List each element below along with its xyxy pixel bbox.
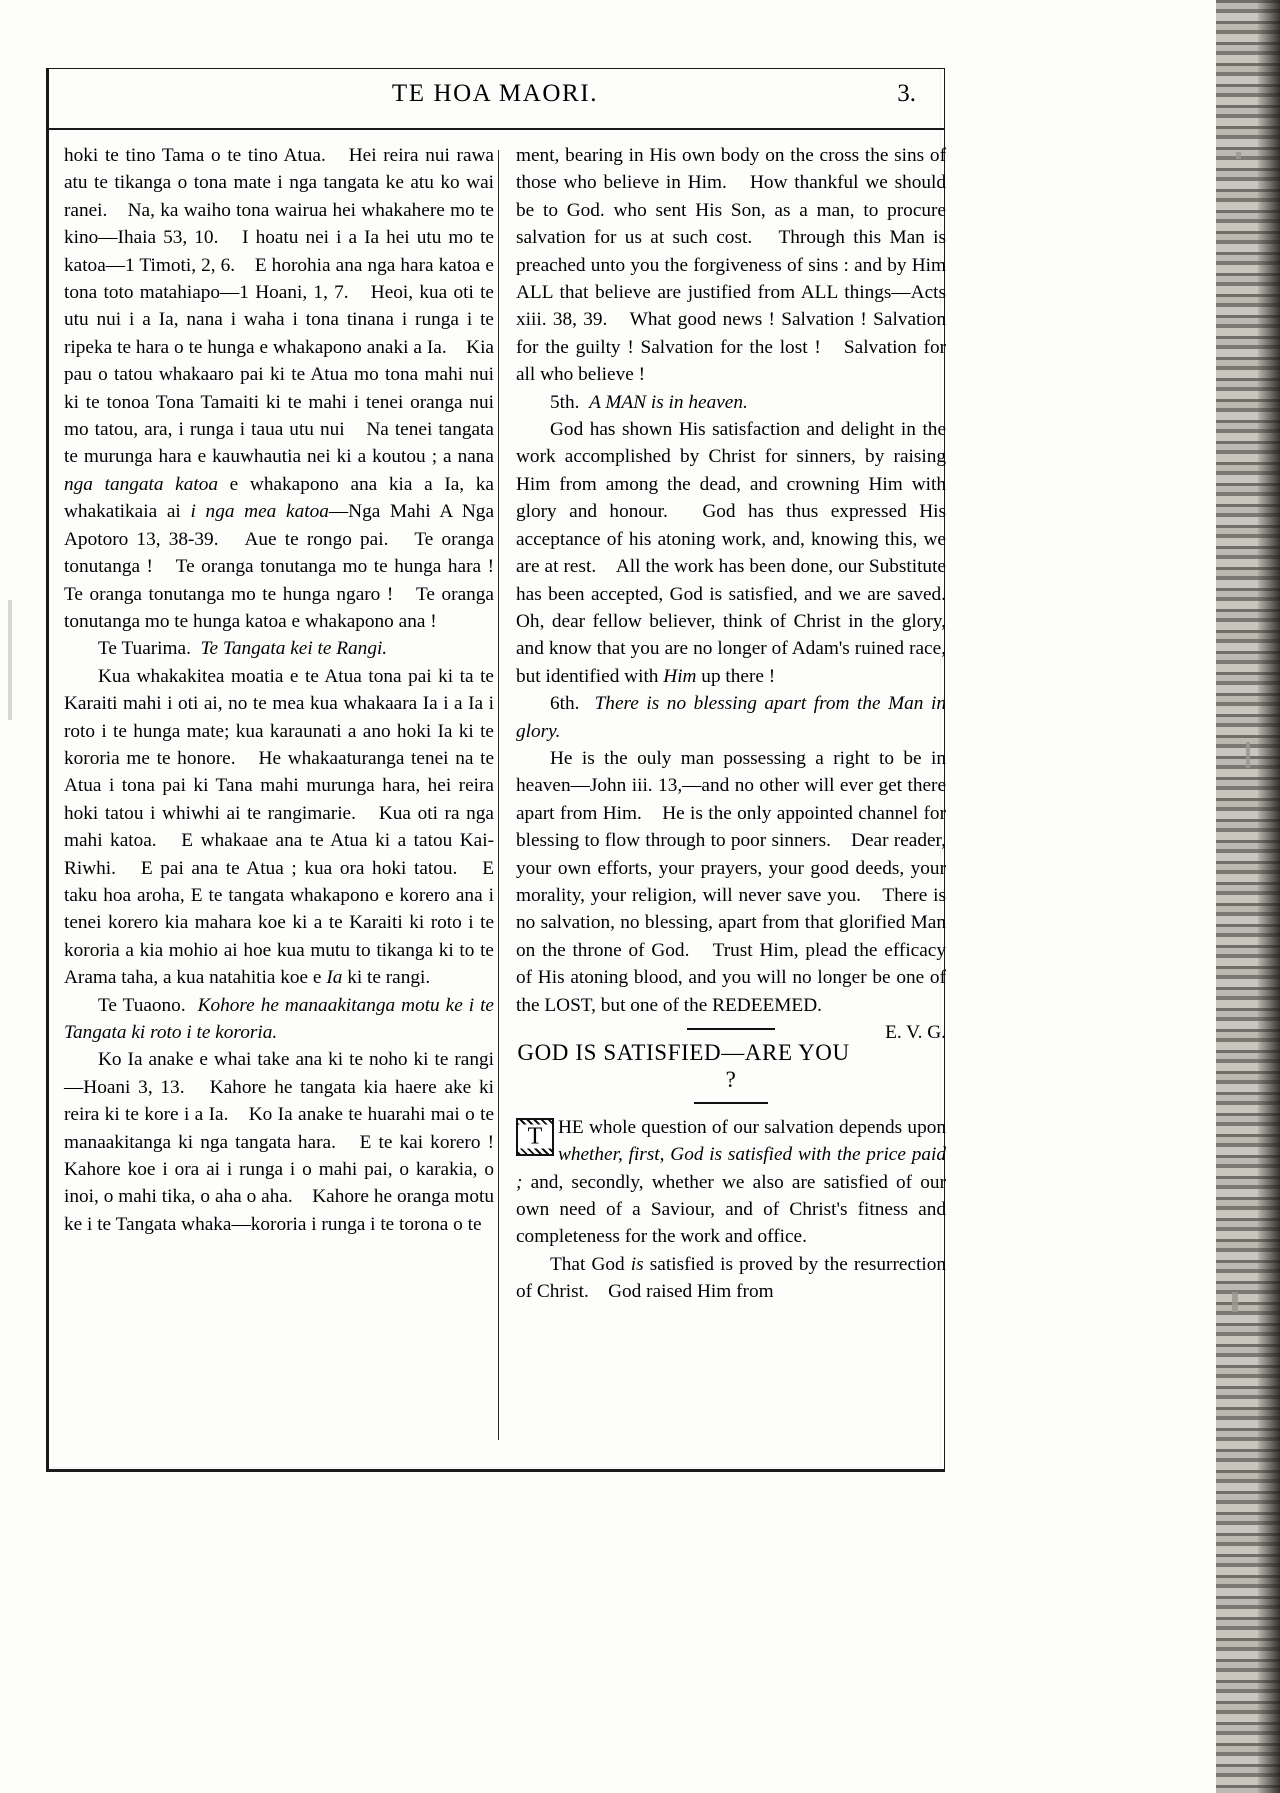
scan-right-edge-shadow <box>1258 0 1280 1793</box>
page-number: 3. <box>897 80 916 107</box>
paragraph-opening-dropcap: T HE whole question of our salvation depends upon whether, first, God is satisfied with the price paid ; and, secondly, whether we also are satisfied of our own need of a Saviour, and of Christ's fitness and completeness for the work and office. <box>516 1116 946 1248</box>
scan-speck <box>1246 742 1250 768</box>
page-title: TE HOA MAORI. <box>391 80 599 107</box>
author-signature: E. V. G. <box>885 1022 946 1043</box>
subheading-italic: Te Tangata kei te Rangi. <box>200 638 388 660</box>
point-5-italic-title: A MAN is in heaven. <box>589 391 748 413</box>
paragraph-closing: That God is satisfied is proved by the resurrection of Christ. God raised Him from <box>516 1253 946 1303</box>
column-divider <box>498 150 499 1440</box>
paragraph-te-tuarima-body: Kua whakakitea moatia e te Atua tona pai ki ta te Karaiti mahi i oti ai, no te mea kua whakaara Ia i a Ia i roto i te hunga mate; kua karaunati a ano hoki Ia ki te kororia me te honore. He whakaaturanga tenei na te Atua i tona pai ki Tana mahi murunga hara, hei reira hoki tatou i whiwhi ai te rangimarie. Kua oti ra nga mahi katoa. E whakaae ana te Atua ki a tatou Kai-Riwhi. E pai ana te Atua ; kua ora hoki tatou. E taku hoa aroha, E te tangata whakapono e korero ana i tenei korero kia mahara koe ki a te Karaiti ki roto i te kororia a kia mohio ai hoe kua mutu to tikanga ki to te Arama taha, a kua natahitia koe e Ia ki te rangi. <box>64 665 494 989</box>
paragraph-te-tuaono-body: Ko Ia anake e whai take ana ki te noho ki te rangi—Hoani 3, 13. Kahore he tangata kia haere ake ki reira ki te kore i a Ia. Ko Ia anake te huarahi mai o te manaakitanga ki nga tangata hara. E te kai korero ! Kahore koe i ora ai i runga i o mahi pai, o karakia, o inoi, o mahi tika, o aha o aha. Kahore he oranga motu ke i te Tangata whaka—kororia i runga i te torona o te <box>64 1049 494 1235</box>
drop-cap-letter: T <box>518 1124 552 1148</box>
section-separator-rule <box>687 1028 775 1030</box>
column-right-english <box>516 142 966 1306</box>
italic-phrase: whether, first, God is satisfied with the price paid ; <box>516 1144 946 1193</box>
heading-underline-rule <box>694 1102 768 1104</box>
column-left-maori <box>64 142 514 1238</box>
paragraph-continued: ment, bearing in His own body on the cross the sins of those who believe in Him. How thankful we should be to God. who sent His Son, as a man, to procure salvation for us at such cost. Through this Man is preached unto you the forgiveness of sins : and by Him ALL that believe are justified from ALL things—Acts xiii. 38, 39. What good news ! Salvation ! Salvation for the guilty ! Salvation for the lost ! Salvation for all who believe ! <box>516 145 946 386</box>
page-edge-mark-left <box>8 600 12 720</box>
drop-cap-ornament <box>516 1118 554 1156</box>
section-te-tuaono-heading-line: Te Tuaono. Kohore he manaakitanga motu ke i te Tangata ki roto i te kororia. <box>64 994 494 1043</box>
italic-phrase: i nga mea katoa <box>190 501 329 523</box>
paragraph-continued: hoki te tino Tama o te tino Atua. Hei reira nui rawa atu te tikanga o tona mate i nga tangata ke atu ko wai ranei. Na, ka waiho tona wairua hei whakahere mo te kino—Ihaia 53, 10. I hoatu nei i a Ia hei utu mo te katoa—1 Timoti, 2, 6. E horohia ana nga hara katoa e tona toto matahiapo—1 Hoani, 1, 7. Heoi, kua oti te utu nui i a Ia, nana i waha i tona tinana i runga i te ripeka te hara o te hunga e whakapono anaki a Ia. Kia pau o tatou whakaaro pai ki te Atua mo tona mahi nui ki te tonoa Tona Tamaiti ki te mahi i tenei oranga nui mo tatou, ara, i runga i taua utu nui Na tenei tangata te murunga hara e kauwhautia nei ki a koutou ; a nana nga tangata katoa e whakapono ana kia a Ia, ka whakatikaia ai i nga mea katoa—Nga Mahi A Nga Apotoro 13, 38-39. Aue te rongo pai. Te oranga tonutanga ! Te oranga tonutanga mo te hunga hara ! Te oranga tonutanga mo te hunga ngaro ! Te oranga tonutanga mo te hunga katoa e whakapono ana ! <box>64 145 514 632</box>
italic-phrase: nga tangata katoa <box>64 473 219 495</box>
italic-word: Him <box>663 665 697 687</box>
italic-word: is <box>630 1253 644 1275</box>
running-head <box>46 80 944 120</box>
header-rule <box>46 128 944 130</box>
point-6-italic-title: There is no blessing apart from the Man in glory. <box>516 693 947 742</box>
scan-speck <box>1232 1292 1238 1312</box>
section-heading: GOD IS SATISFIED—ARE YOU ? <box>517 1040 850 1093</box>
point-5-heading: 5th. A MAN is in heaven. <box>550 391 748 413</box>
two-column-body <box>46 142 966 1462</box>
paragraph-point-5-body: God has shown His satisfaction and delight in the work accomplished by Christ for sinners, by raising Him from among the dead, and crowning Him with glory and honour. God has thus expressed His acceptance of his atoning work, and, knowing this, we are at rest. All the work has been done, our Substitute has been accepted, God is satisfied, and we are saved. Oh, dear fellow believer, think of Christ in the glory, and know that you are no longer of Adam's ruined race, but identified with Him up there ! <box>516 419 966 687</box>
scan-speck <box>1236 152 1241 159</box>
subheading-italic: Kohore he manaakitanga motu ke i te Tangata ki roto i te kororia. <box>64 994 494 1043</box>
paragraph-point-6-body: He is the ouly man possessing a right to be in heaven—John iii. 13,—and no other will ever get there apart from Him. He is the only appointed channel for blessing to flow through to poor sinners. Dear reader, your own efforts, your prayers, your good deeds, your morality, your religion, will never save you. There is no salvation, no blessing, apart from that glorified Man on the throne of God. Trust Him, plead the efficacy of His atoning blood, and you will no longer be one of the LOST, but one of the REDEEMED. E. V. G. <box>516 745 946 1019</box>
italic-word: Ia <box>326 967 343 989</box>
point-6-heading: 6th. There is no blessing apart from the Man in glory. <box>516 693 947 742</box>
section-te-tuarima-heading-line: Te Tuarima. Te Tangata kei te Rangi. <box>98 638 388 660</box>
